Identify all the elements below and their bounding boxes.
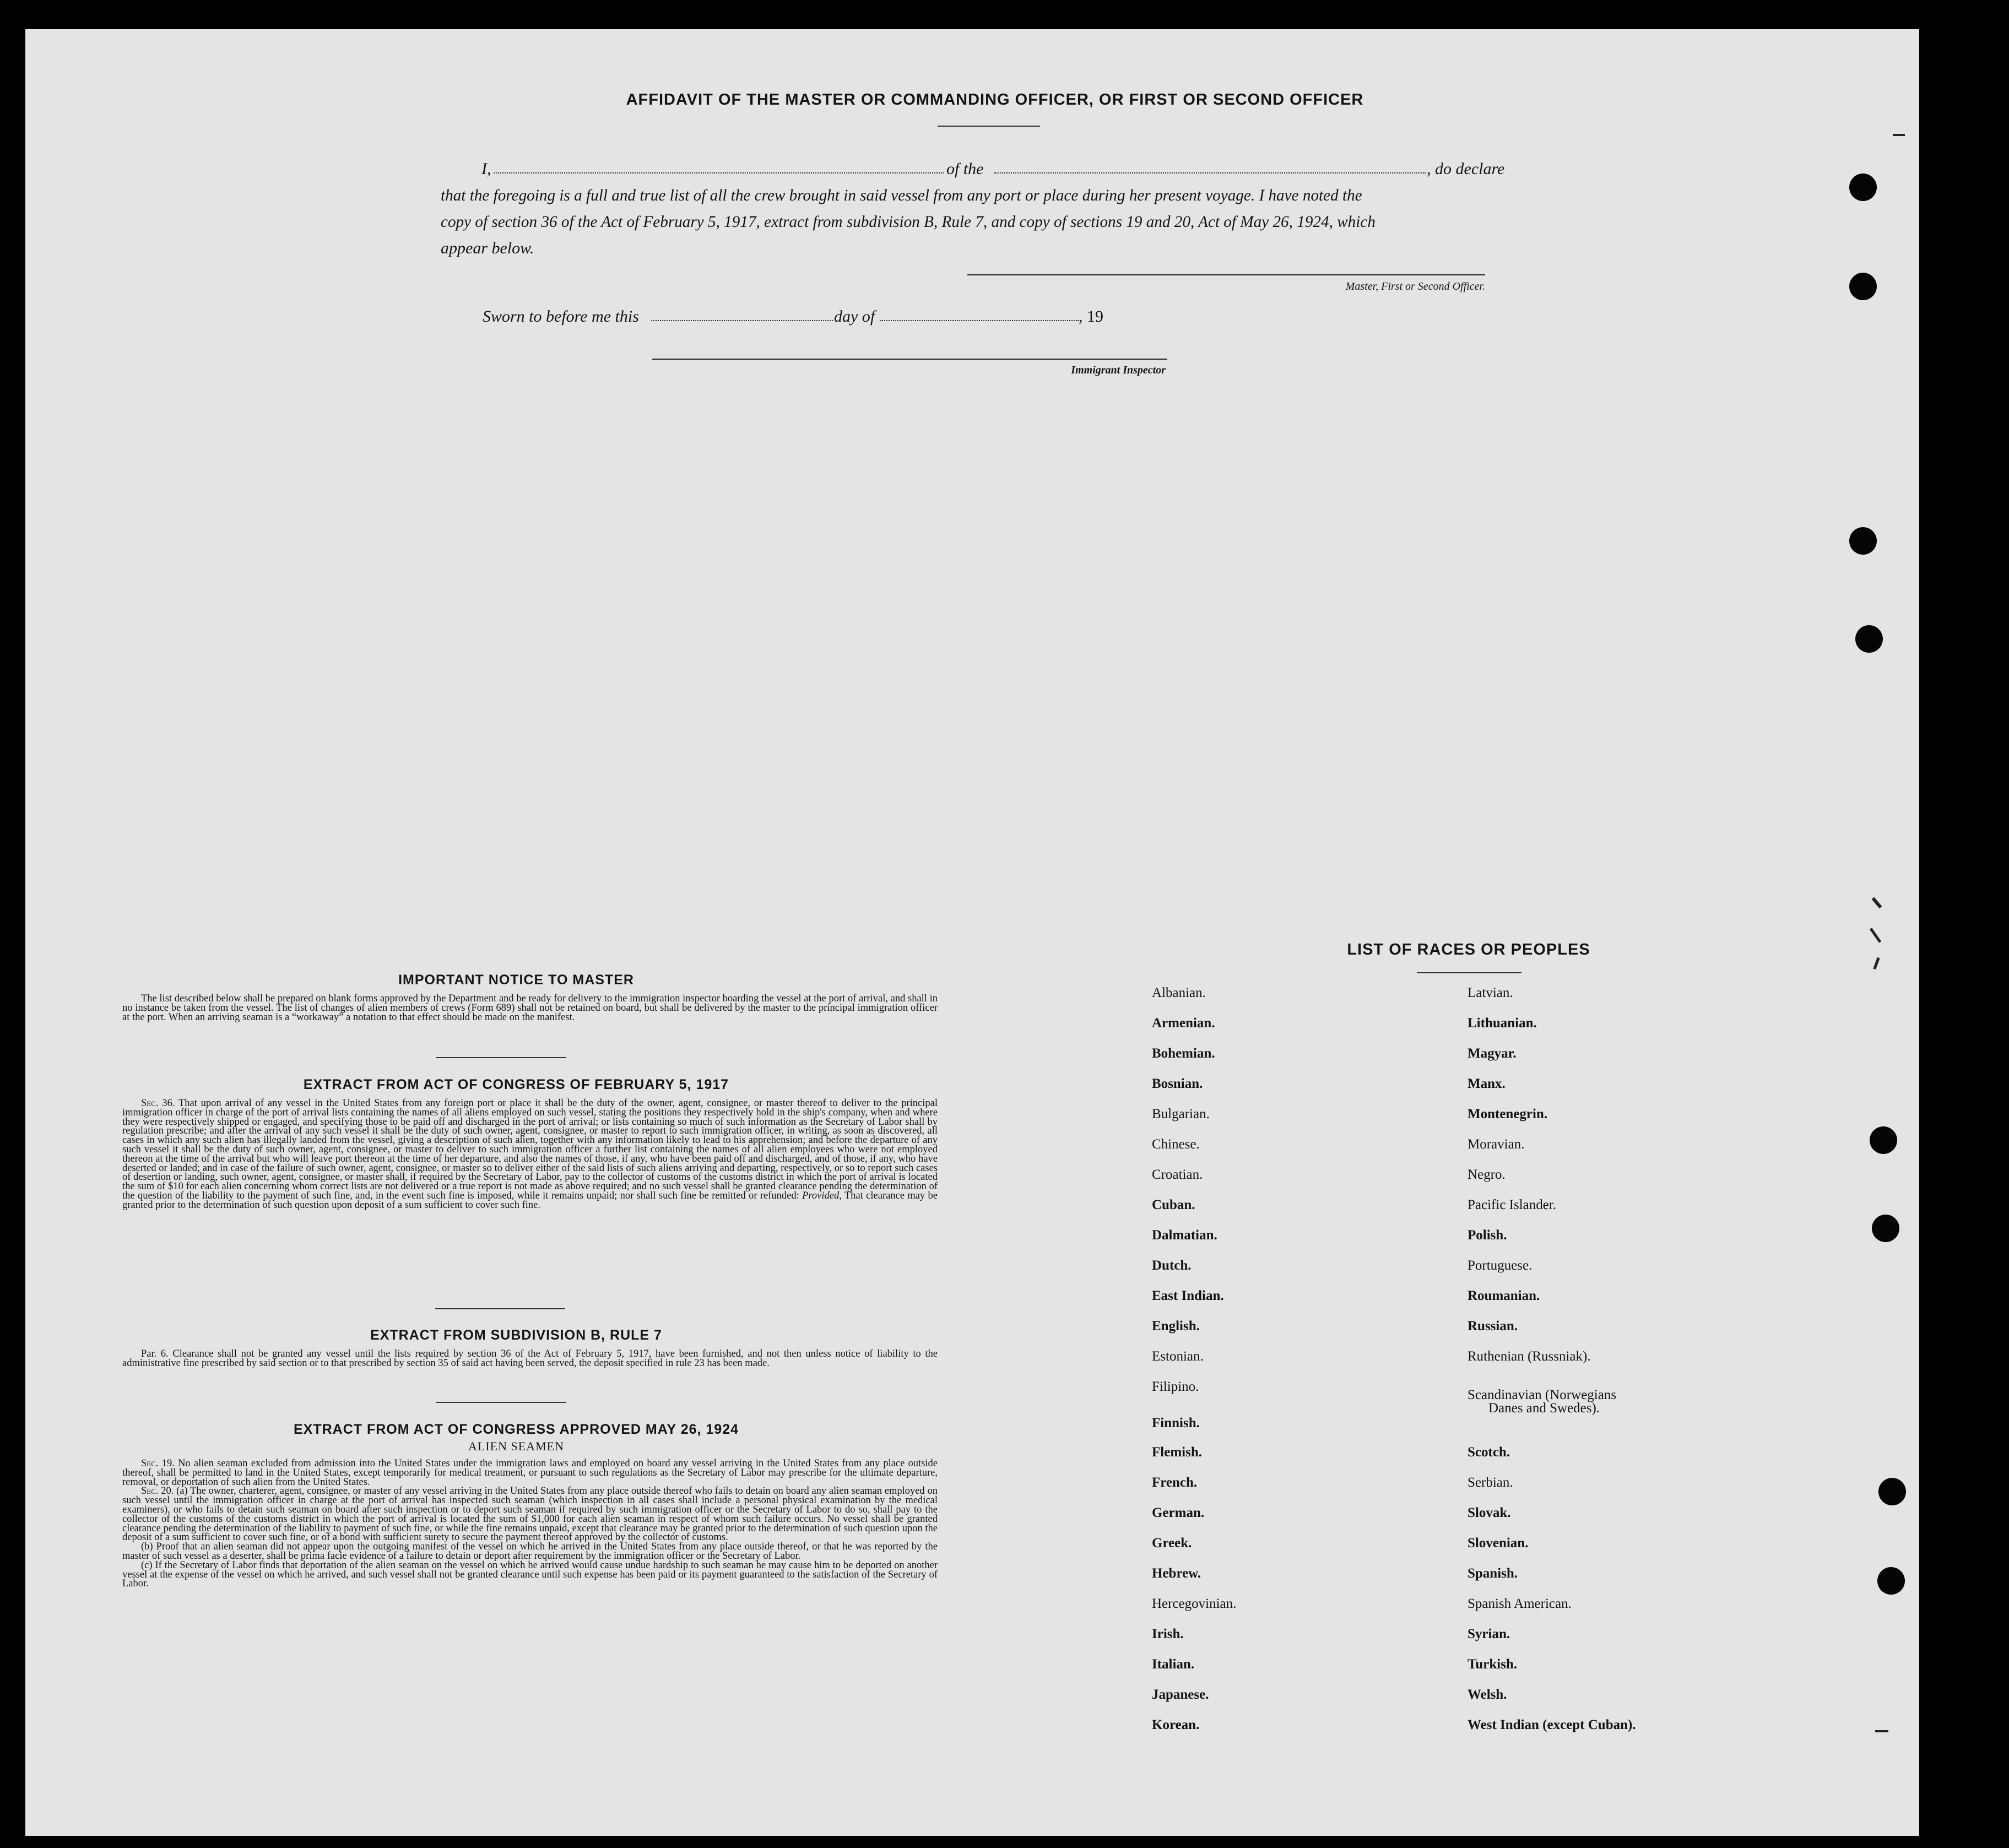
race-item: Spanish American.	[1468, 1596, 1572, 1611]
race-item: Spanish.	[1468, 1566, 1518, 1581]
affidavit-line4: appear below.	[441, 239, 534, 257]
affidavit-line3: copy of section 36 of the Act of February 5, 1917, extract from subdivision B, Rule 7, and copy of sections 19 and 20, Act of May 26, 1924, which	[441, 213, 1376, 231]
race-item: Moravian.	[1468, 1137, 1525, 1152]
race-item: Lithuanian.	[1468, 1016, 1537, 1031]
race-item: Magyar.	[1468, 1046, 1517, 1061]
stray-mark	[1870, 928, 1881, 942]
races-title: LIST OF RACES OR PEOPLES	[1347, 941, 1590, 958]
race-item: Slovak.	[1468, 1505, 1511, 1520]
race-item: Croatian.	[1152, 1167, 1203, 1182]
provided-word: Provided,	[802, 1190, 842, 1201]
race-item: Negro.	[1468, 1167, 1506, 1182]
affidavit-line1-i: I,	[481, 160, 491, 178]
race-item: Syrian.	[1468, 1627, 1510, 1641]
race-item: Albanian.	[1152, 985, 1206, 1000]
notice-body	[122, 994, 938, 1022]
inspector-signature-line[interactable]	[652, 359, 1167, 360]
affidavit-line2: that the foregoing is a full and true list of all the crew brought in said vessel from any port or place during her present voyage. I have noted the	[441, 187, 1362, 204]
race-item: Roumanian.	[1468, 1288, 1540, 1303]
race-item: East Indian.	[1152, 1288, 1224, 1303]
sworn-month-field[interactable]	[880, 320, 1079, 321]
sec20c-text: (c) If the Secretary of Labor finds that deportation of the alien seaman on the vessel on which he arrived would cause undue hardship to such seaman he may cause him to be deported on another vessel at the expense of the vessel on which he arrived, and such vessel shall not be granted clearance until such expense has been paid or its payment guaranteed to the satisfaction of the Secretary of Labor.	[122, 1559, 938, 1590]
master-signature-line[interactable]	[967, 274, 1485, 275]
race-item: Filipino.	[1152, 1379, 1199, 1394]
binder-hole	[1877, 1567, 1905, 1595]
stray-mark	[1873, 957, 1880, 969]
binder-hole	[1872, 1215, 1899, 1242]
race-item: Bohemian.	[1152, 1046, 1215, 1061]
affidavit-line1-of: of the	[946, 160, 984, 178]
race-item: Hebrew.	[1152, 1566, 1201, 1581]
race-item: French.	[1152, 1475, 1198, 1490]
race-item: Irish.	[1152, 1627, 1184, 1641]
race-item: Slovenian.	[1468, 1536, 1529, 1551]
extract-1924-title: EXTRACT FROM ACT OF CONGRESS APPROVED MAY 26, 1924	[293, 1422, 739, 1437]
extract-1917-title: EXTRACT FROM ACT OF CONGRESS OF FEBRUARY 5, 1917	[303, 1077, 729, 1092]
sec20a-text: (a) The owner, charterer, agent, consignee, or master of any vessel arriving in the United States from any place outside thereof who fails to detain on board any alien seaman employed on such vessel until the immigration officer in charge at the port of arrival has inspected such seaman (which inspection in all cases shall include a personal physical examination by the medical examiners), or who fails to detain such seaman on board after such inspection or to deport such seaman if required by such immigration officer or the Secretary of Labor to do so, shall pay to the collector of the customs of the customs district in which the port of arrival is located the sum of $1,000 for each alien seaman in respect of whom such failure occurs. No vessel shall be granted clearance pending the determination of the liability to payment of such fine, or while the fine remains unpaid, except that clearance may be granted prior to the determination of such question upon the deposit of a sum sufficient to cover such fine, or of a bond with sufficient surety to secure the payment thereof approved by the collector of customs.	[122, 1486, 938, 1543]
race-item: Estonian.	[1152, 1349, 1204, 1364]
race-item: Finnish.	[1152, 1416, 1200, 1430]
race-item: Dalmatian.	[1152, 1228, 1217, 1243]
race-item: Latvian.	[1468, 985, 1513, 1000]
races-title-rule	[1417, 972, 1521, 973]
race-item: Armenian.	[1152, 1016, 1215, 1031]
extract-1924-body	[122, 1459, 938, 1589]
stray-mark	[1875, 1730, 1888, 1732]
race-item: Russian.	[1468, 1319, 1518, 1334]
sec20b-text: (b) Proof that an alien seaman did not appear upon the outgoing manifest of the vessel on which he arrived in the United States from any place outside thereof, or that he was reported by the master of such vessel as a deserter, shall be prima facie evidence of a failure to detain or deport after requirement by the immigration officer or the Secretary of Labor.	[122, 1541, 938, 1562]
race-item: Montenegrin.	[1468, 1107, 1548, 1121]
race-item: Bosnian.	[1152, 1076, 1203, 1091]
sec19-label: Sec. 19.	[141, 1458, 175, 1469]
sec36-label: Sec. 36.	[141, 1098, 175, 1109]
affidavit-title-rule	[938, 126, 1040, 127]
race-item: English.	[1152, 1319, 1200, 1334]
race-item: Scandinavian (Norwegians	[1468, 1388, 1617, 1402]
race-item: Japanese.	[1152, 1687, 1209, 1702]
vessel-name-field[interactable]	[994, 172, 1426, 174]
race-item: Korean.	[1152, 1717, 1200, 1732]
extract-rule7-body	[122, 1350, 938, 1368]
notice-title: IMPORTANT NOTICE TO MASTER	[398, 972, 634, 988]
race-item: German.	[1152, 1505, 1205, 1520]
race-item: Greek.	[1152, 1536, 1192, 1551]
race-item: Portuguese.	[1468, 1258, 1533, 1273]
race-item: Danes and Swedes).	[1488, 1401, 1600, 1416]
race-item: Pacific Islander.	[1468, 1197, 1557, 1212]
divider-2	[435, 1308, 565, 1309]
form-sheet	[25, 29, 1919, 1836]
sec36-text-end: That clearance may be granted prior to the determination of such question upon deposit of a sum sufficient to cover such fine.	[122, 1190, 938, 1211]
race-item: West Indian (except Cuban).	[1468, 1717, 1636, 1732]
notice-paragraph: The list described below shall be prepared on blank forms approved by the Department and be ready for delivery to the immigration inspector boarding the vessel at the port of arrival, and shall in no instance be taken from the vessel. The list of changes of alien members of crews (Form 689) shall not be retained on board, but shall be delivered by the master to the principal immigration officer at the port. When an arriving seaman is a “workaway” a notation to that effect should be made on the manifest.	[122, 993, 938, 1023]
sworn-prefix: Sworn to before me this	[483, 307, 639, 326]
race-item: Welsh.	[1468, 1687, 1507, 1702]
race-item: Ruthenian (Russniak).	[1468, 1349, 1591, 1364]
race-item: Serbian.	[1468, 1475, 1513, 1490]
race-item: Dutch.	[1152, 1258, 1192, 1273]
rule7-paragraph: Par. 6. Clearance shall not be granted any vessel until the lists required by section 36 of the Act of February 5, 1917, have been furnished, and not then unless notice of liability to the administrative fine prescribed by said section or to that prescribed by section 35 of said act having been served, the deposit specified in rule 23 has been made.	[122, 1348, 938, 1369]
binder-hole	[1849, 273, 1877, 300]
affidavit-line1-declare: , do declare	[1427, 160, 1505, 178]
affidavit-title: AFFIDAVIT OF THE MASTER OR COMMANDING OFFICER, OR FIRST OR SECOND OFFICER	[626, 91, 1364, 109]
binder-hole	[1855, 625, 1883, 653]
race-item: Chinese.	[1152, 1137, 1200, 1152]
race-item: Flemish.	[1152, 1445, 1202, 1460]
binder-hole	[1870, 1126, 1897, 1154]
sworn-day-field[interactable]	[651, 320, 833, 321]
race-item: Turkish.	[1468, 1657, 1518, 1672]
master-signature-caption: Master, First or Second Officer.	[1345, 280, 1485, 292]
divider-3	[436, 1402, 566, 1403]
sworn-year: , 19	[1079, 307, 1103, 326]
race-item: Manx.	[1468, 1076, 1506, 1091]
race-item: Cuban.	[1152, 1197, 1195, 1212]
stray-mark	[1872, 897, 1882, 909]
master-name-field[interactable]	[494, 172, 944, 174]
extract-rule7-title: EXTRACT FROM SUBDIVISION B, RULE 7	[370, 1327, 662, 1343]
race-item: Polish.	[1468, 1228, 1507, 1243]
divider-1	[436, 1057, 566, 1058]
extract-1917-body	[122, 1099, 938, 1210]
alien-seamen-subtitle: ALIEN SEAMEN	[468, 1439, 564, 1453]
race-item: Bulgarian.	[1152, 1107, 1210, 1121]
binder-hole	[1849, 174, 1877, 201]
sec20-label: Sec. 20.	[141, 1486, 174, 1497]
sec19-text: No alien seaman excluded from admission into the United States under the immigration laws and employed on board any vessel arriving in the United States from any place outside thereof, shall be permitted to land in the United States, except temporarily for medical treatment, or pursuant to such regulations as the Secretary of Labor may prescribe for the ultimate departure, removal, or deportation of such alien from the United States.	[122, 1458, 938, 1488]
binder-hole	[1849, 527, 1877, 555]
race-item: Hercegovinian.	[1152, 1596, 1237, 1611]
race-item: Scotch.	[1468, 1445, 1510, 1460]
stray-mark	[1893, 134, 1905, 136]
sworn-day-of: day of	[834, 307, 875, 326]
inspector-caption: Immigrant Inspector	[1071, 364, 1166, 376]
binder-hole	[1878, 1478, 1906, 1505]
sec36-text: That upon arrival of any vessel in the United States from any foreign port or place it shall be the duty of the owner, agent, consignee, or master thereof to deliver to the principal immigration officer in charge of the port of arrival lists containing the names of all aliens employed on such vessel, stating the positions they respectively hold in the ship's company, when and where they were respectively shipped or engaged, and specifying those to be paid off and discharged in the port of arrival; or lists containing so much of such information as the Secretary of Labor shall by regulation prescribe; and after the arrival of any such vessel it shall be the duty of such owner, agent, consignee, or master to report to such immigration officer, in writing, as soon as discovered, all cases in which any such alien has illegally landed from the vessel, giving a description of such alien, together with any information likely to lead to his apprehension; and before the departure of any such vessel it shall be the duty of such owner, agent, consignee, or master to deliver to such immigration officer a further list containing the names of all alien employees who were not employed thereon at the time of the arrival but who will leave port thereon at the time of her departure, and also the names of those, if any, who have been paid off and discharged, and of those, if any, who have deserted or landed; and in case of the failure of such owner, agent, consignee, or master so to deliver either of the said lists of such aliens arriving and departing, respectively, or so to report such cases of desertion or landing, such owner, agent, consignee, or master shall, if required by the Secretary of Labor, pay to the collector of customs of the customs district in which the port of arrival is located the sum of $10 for each alien concerning whom correct lists are not delivered or a true report is not made as above required; and no such vessel shall be granted clearance pending the determination of the question of the liability to the payment of such fine, and, in the event such fine is imposed, while it remains unpaid; nor shall such fine be remitted or refunded:	[122, 1098, 938, 1201]
race-item: Italian.	[1152, 1657, 1195, 1672]
